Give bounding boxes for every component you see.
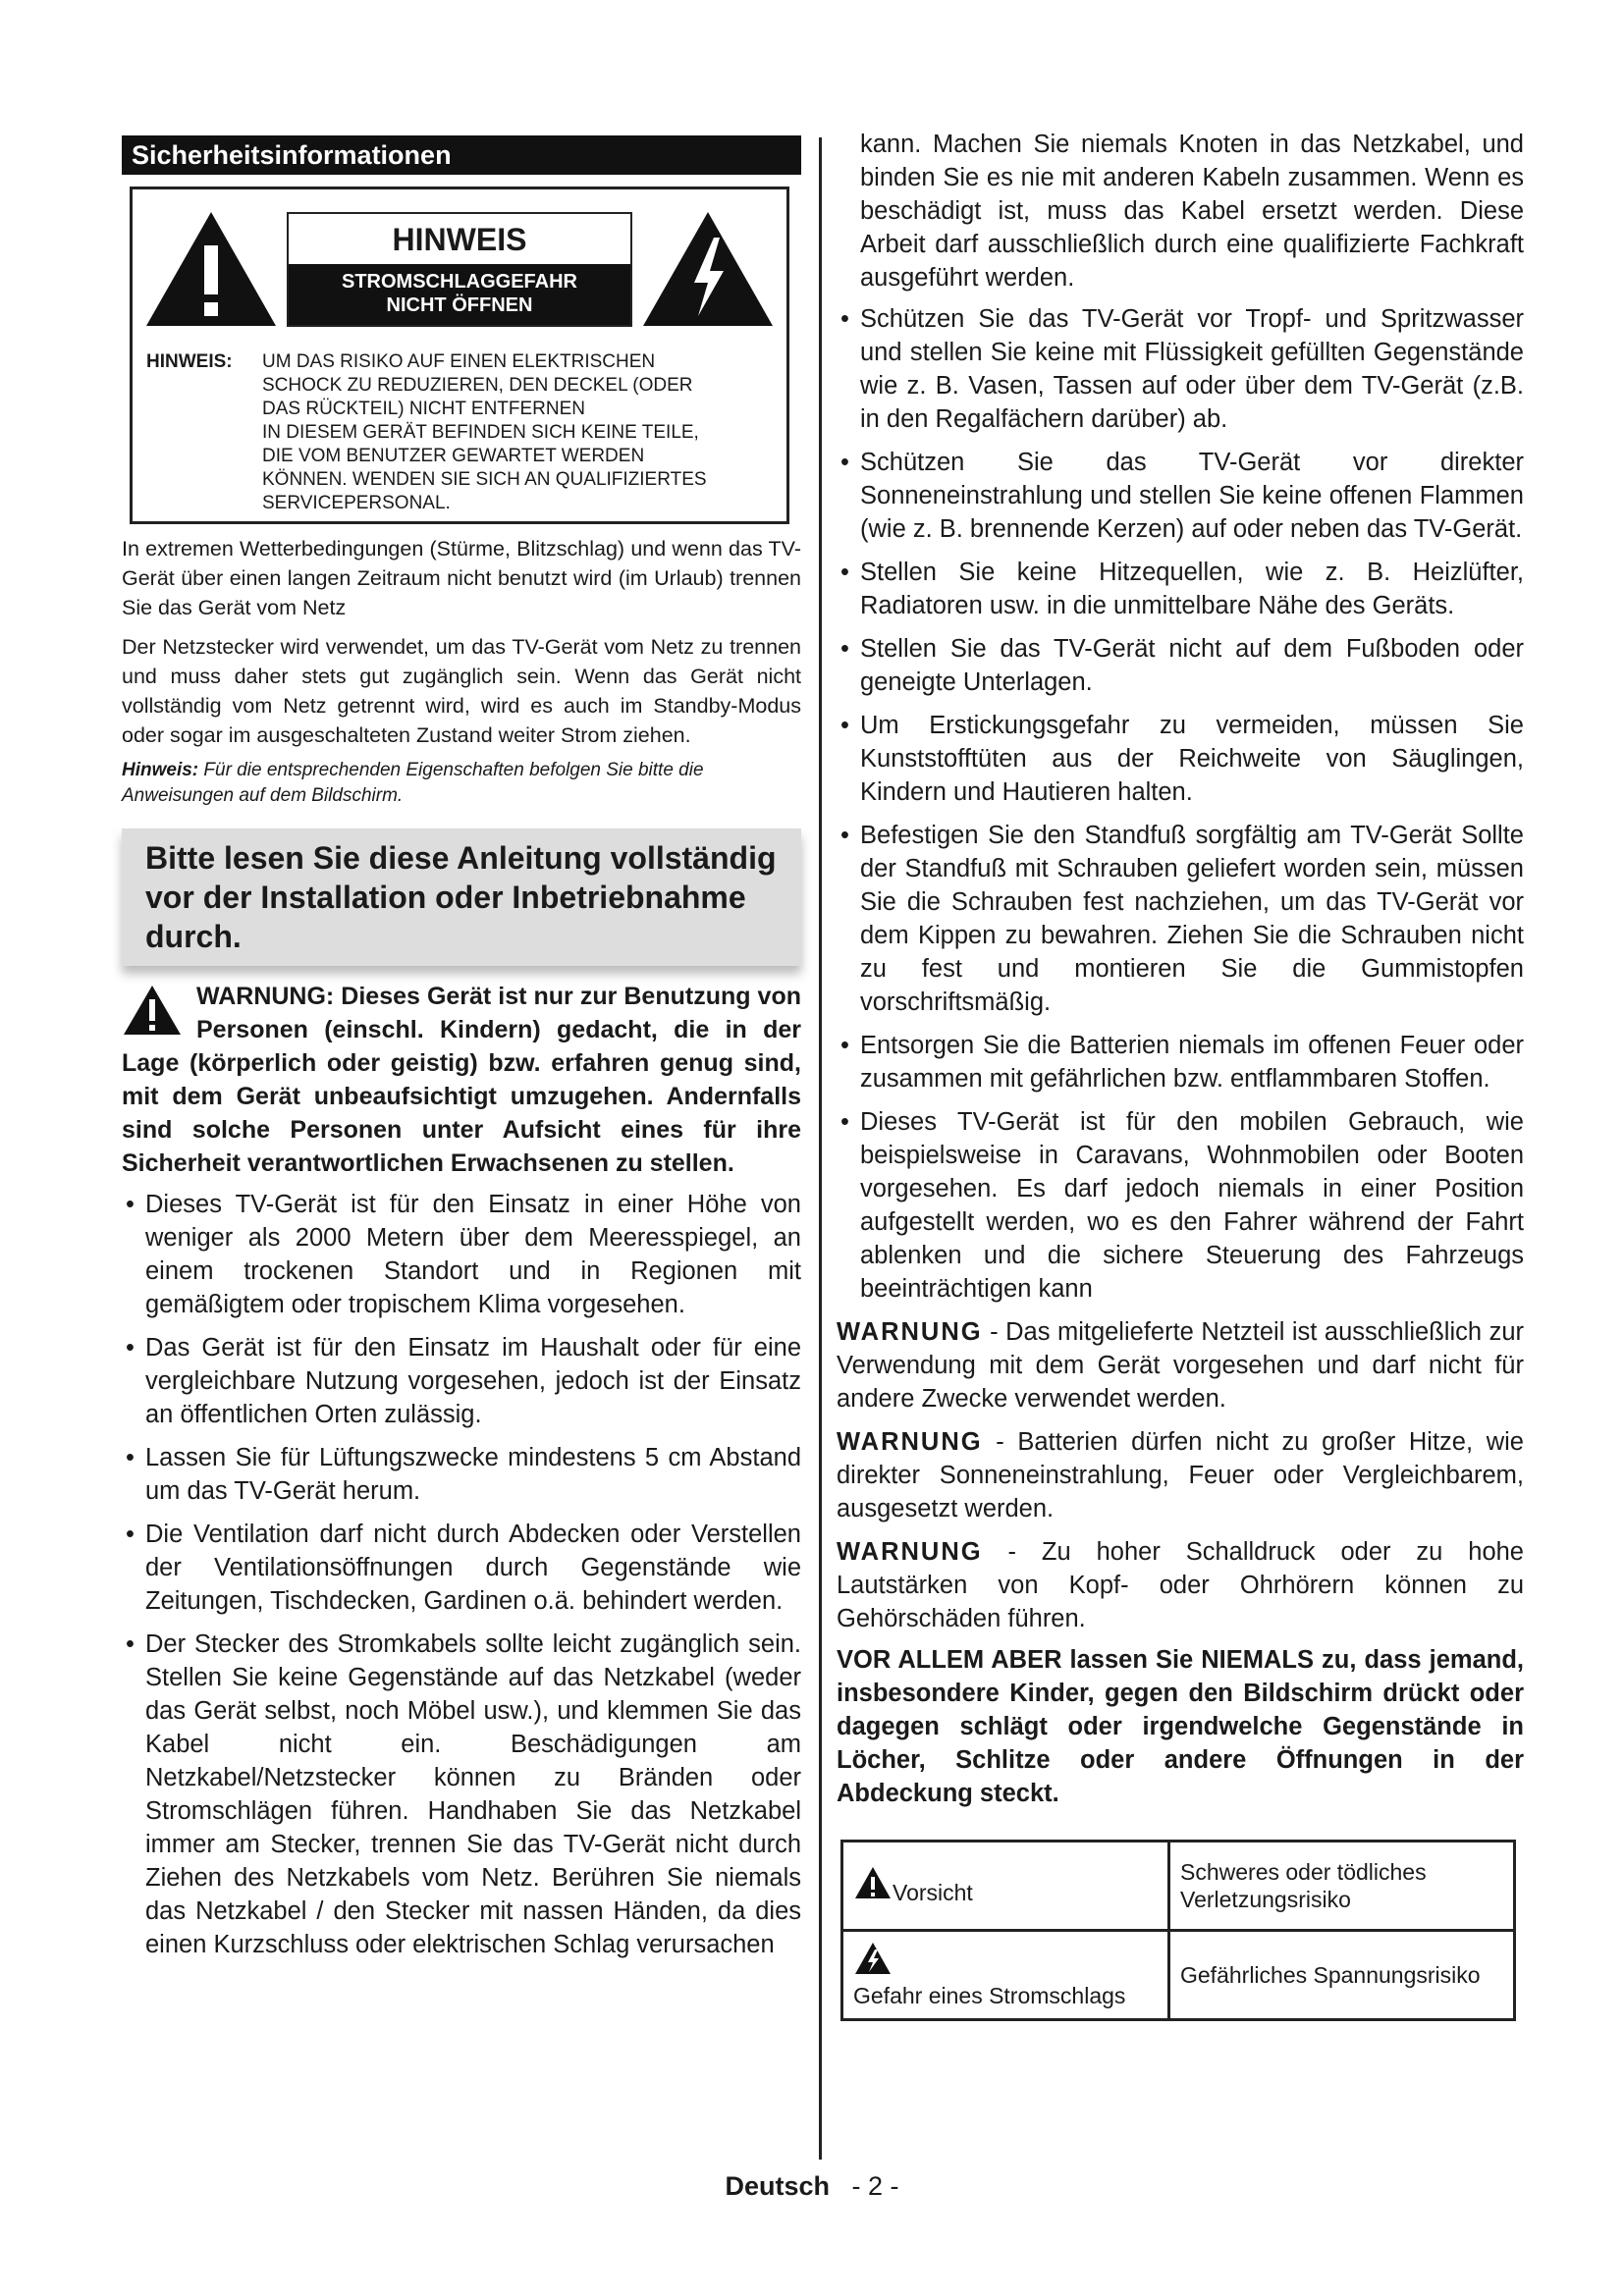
footer-language: Deutsch — [725, 2171, 830, 2201]
list-item: • Schützen Sie das TV-Gerät vor Tropf- und Spritzwasser und stellen Sie keine mit Flüssigkeit gefüllten Gegenstände wie z. B. Vasen, Tassen auf oder über dem TV-Gerät (z.B. in den Regalfächern darüber) ab. — [837, 302, 1524, 436]
continuation-text: kann. Machen Sie niemals Knoten in das Netzkabel, und binden Sie es nie mit anderen Kabeln zusammen. Wenn es beschädigt ist, muss das Kabel ersetzt werden. Diese Arbeit darf ausschließlich durch eine qualifizierte Fachkraft ausgeführt werden. — [860, 131, 1524, 292]
table-row — [842, 1842, 1515, 1931]
lightning-warning-icon — [639, 208, 777, 330]
symbol-label: Gefahr eines Stromschlags — [853, 1983, 1126, 2008]
plug-paragraph: Der Netzstecker wird verwendet, um das TV-Gerät vom Netz zu trennen und muss daher stets gut zugänglich sein. Wenn das Gerät nicht vollständig vom Netz getrennt wird, wird es auch im Standby-Modus oder sogar im ausgeschalteten Zustand weiter Strom ziehen. — [122, 635, 801, 747]
list-item: • Dieses TV-Gerät ist für den mobilen Gebrauch, wie beispielsweise in Caravans, Wohnmobilen oder Booten vorgesehen. Es darf jedoch niemals in einer Position aufgestellt werden, wo es den Fahrer während der Fahrt ablenken und die sichere Steuerung des Fahrzeugs beeinträchtigen kann — [837, 1105, 1524, 1306]
read-manual-box: Bitte lesen Sie diese Anleitung vollständig vor der Installation oder Inbetriebnahme durch. — [122, 828, 801, 966]
warning-paragraph — [122, 980, 801, 1180]
right-column — [837, 128, 1524, 2021]
hinweis-notice-box — [130, 187, 789, 524]
list-item: • Lassen Sie für Lüftungszwecke mindestens 5 cm Abstand um das TV-Gerät herum. — [122, 1441, 801, 1508]
symbol-table — [840, 1840, 1516, 2021]
left-column — [122, 135, 801, 1971]
hinweis-line: DIE VOM BENUTZER GEWARTET WERDEN — [262, 446, 645, 466]
warning-body: - Zu hoher Schalldruck oder zu hohe Lautstärken von Kopf- oder Ohrhörern können zu Gehörschäden führen. — [837, 1538, 1524, 1632]
weather-paragraph: In extremen Wetterbedingungen (Stürme, Blitzschlag) und wenn das TV-Gerät über einen langen Zeitraum nicht benutzt wird (im Urlaub) trennen Sie das Gerät vom Netz — [122, 537, 801, 619]
symbol-label: Vorsicht — [893, 1880, 973, 1905]
warning-batteries — [837, 1425, 1524, 1525]
page-number: - 2 - — [851, 2171, 899, 2201]
hinweis-line: UM DAS RISIKO AUF EINEN ELEKTRISCHEN — [262, 351, 656, 372]
exclamation-warning-icon — [142, 208, 280, 330]
hinweis-subtitle — [289, 264, 630, 325]
list-item: • Stellen Sie keine Hitzequellen, wie z. B. Heizlüfter, Radiatoren usw. in die unmittelbare Nähe des Geräts. — [837, 556, 1524, 622]
page-footer — [0, 2171, 1624, 2202]
warning-text: WARNUNG: Dieses Gerät ist nur zur Benutzung von Personen (einschl. Kindern) gedacht, die in der Lage (körperlich oder geistig) bzw. erfahren genug sind, mit dem Gerät unbeaufsichtigt umzugehen. Andernfalls sind solche Personen unter Aufsicht eines für ihre Sicherheit verantwortlichen Erwachsenen zu stellen. — [122, 983, 801, 1177]
hinweis-line: KÖNNEN. WENDEN SIE SICH AN QUALIFIZIERTES — [262, 469, 707, 490]
hinweis-label: HINWEIS: — [146, 351, 233, 372]
list-item: • Der Stecker des Stromkabels sollte leicht zugänglich sein. Stellen Sie keine Gegenstände auf das Netzkabel (weder das Gerät selbst, noch Möbel usw.), und klemmen Sie das Kabel nicht ein. Beschädigungen am Netzkabel/Netzstecker können zu Bränden oder Stromschlägen führen. Handhaben Sie das Netzkabel immer am Stecker, trennen Sie das TV-Gerät nicht durch Ziehen des Netzkabels vom Netz. Berühren Sie niemals das Netzkabel / den Stecker mit nassen Händen, da dies einen Kurzschluss oder elektrischen Schlag verursachen — [122, 1628, 801, 1961]
note-text: Für die entsprechenden Eigenschaften befolgen Sie bitte die Anweisungen auf dem Bildschirm. — [122, 760, 704, 806]
list-item: • Um Erstickungsgefahr zu vermeiden, müssen Sie Kunststofftüten aus der Reichweite von Säuglingen, Kindern und Hautieren halten. — [837, 709, 1524, 809]
screen-note — [122, 758, 801, 809]
warning-key: WARNUNG — [837, 1538, 983, 1566]
list-item: • Dieses TV-Gerät ist für den Einsatz in einer Höhe von weniger als 2000 Metern über dem Meeresspiegel, an einem trockenen Standort und in Regionen mit gemäßigtem oder tropischem Klima vorgesehen. — [122, 1188, 801, 1321]
list-item: • Das Gerät ist für den Einsatz im Haushalt oder für eine vergleichbare Nutzung vorgesehen, jedoch ist der Einsatz an öffentlichen Orten zulässig. — [122, 1331, 801, 1431]
section-title: Sicherheitsinformationen — [122, 135, 801, 175]
column-divider — [819, 137, 822, 2160]
right-bullet-list — [837, 302, 1524, 1306]
list-item: • Entsorgen Sie die Batterien niemals im offenen Feuer oder zusammen mit gefährlichen bzw. entflammbaren Stoffen. — [837, 1029, 1524, 1095]
final-warning: VOR ALLEM ABER lassen Sie NIEMALS zu, dass jemand, insbesondere Kinder, gegen den Bildschirm drückt oder dagegen schlägt oder irgendwelche Gegenstände in Löcher, Schlitze oder andere Öffnungen in der Abdeckung steckt. — [837, 1646, 1524, 1807]
hinweis-sub-line2: NICHT ÖFFNEN — [386, 294, 533, 316]
caution-icon — [853, 1865, 893, 1906]
hinweis-line: SCHOCK ZU REDUZIEREN, DEN DECKEL (ODER — [262, 375, 693, 396]
warning-hearing — [837, 1535, 1524, 1635]
warning-key: WARNUNG — [837, 1428, 983, 1456]
symbol-cell — [842, 1931, 1169, 2020]
list-item: • Schützen Sie das TV-Gerät vor direkter Sonneneinstrahlung und stellen Sie keine offenen Flammen (wie z. B. brennende Kerzen) auf oder neben das TV-Gerät. — [837, 446, 1524, 546]
electric-shock-icon — [853, 1941, 893, 1982]
hinweis-line: SERVICEPERSONAL. — [262, 493, 451, 513]
list-item: • Die Ventilation darf nicht durch Abdecken oder Verstellen der Ventilationsöffnungen durch Gegenstände wie Zeitungen, Tischdecken, Gardinen o.ä. behindert werden. — [122, 1518, 801, 1618]
hinweis-heading: HINWEIS — [392, 221, 527, 257]
hinweis-text — [142, 350, 777, 515]
hinweis-line: IN DIESEM GERÄT BEFINDEN SICH KEINE TEILE, — [262, 422, 699, 443]
symbol-cell — [842, 1842, 1169, 1931]
meaning-cell: Gefährliches Spannungsrisiko — [1169, 1931, 1515, 2020]
hinweis-line: DAS RÜCKTEIL) NICHT ENTFERNEN — [262, 399, 586, 419]
hinweis-panel — [287, 212, 632, 327]
warning-body: - Batterien dürfen nicht zu großer Hitze, wie direkter Sonneneinstrahlung, Feuer oder Vergleichbarem, ausgesetzt werden. — [837, 1428, 1524, 1522]
hinweis-sub-line1: STROMSCHLAGGEFAHR — [342, 270, 577, 293]
list-item: • Stellen Sie das TV-Gerät nicht auf dem Fußboden oder geneigte Unterlagen. — [837, 632, 1524, 699]
left-bullet-list — [122, 1188, 801, 1961]
note-label: Hinweis: — [122, 760, 199, 780]
table-row — [842, 1931, 1515, 2020]
meaning-cell: Schweres oder tödliches Verletzungsrisiko — [1169, 1842, 1515, 1931]
warning-body: - Das mitgelieferte Netzteil ist ausschließlich zur Verwendung mit dem Gerät vorgesehen und darf nicht für andere Zwecke verwendet werden. — [837, 1318, 1524, 1413]
list-item: • Befestigen Sie den Standfuß sorgfältig am TV-Gerät Sollte der Standfuß mit Schrauben geliefert worden sein, müssen Sie die Schrauben fest nachziehen, um das TV-Gerät vor dem Kippen zu bewahren. Ziehen Sie die Schrauben nicht zu fest und montieren Sie die Gummistopfen vorschriftsmäßig. — [837, 819, 1524, 1019]
warning-triangle-icon — [122, 984, 183, 1045]
warning-power-adapter — [837, 1315, 1524, 1415]
warning-key: WARNUNG — [837, 1318, 983, 1346]
